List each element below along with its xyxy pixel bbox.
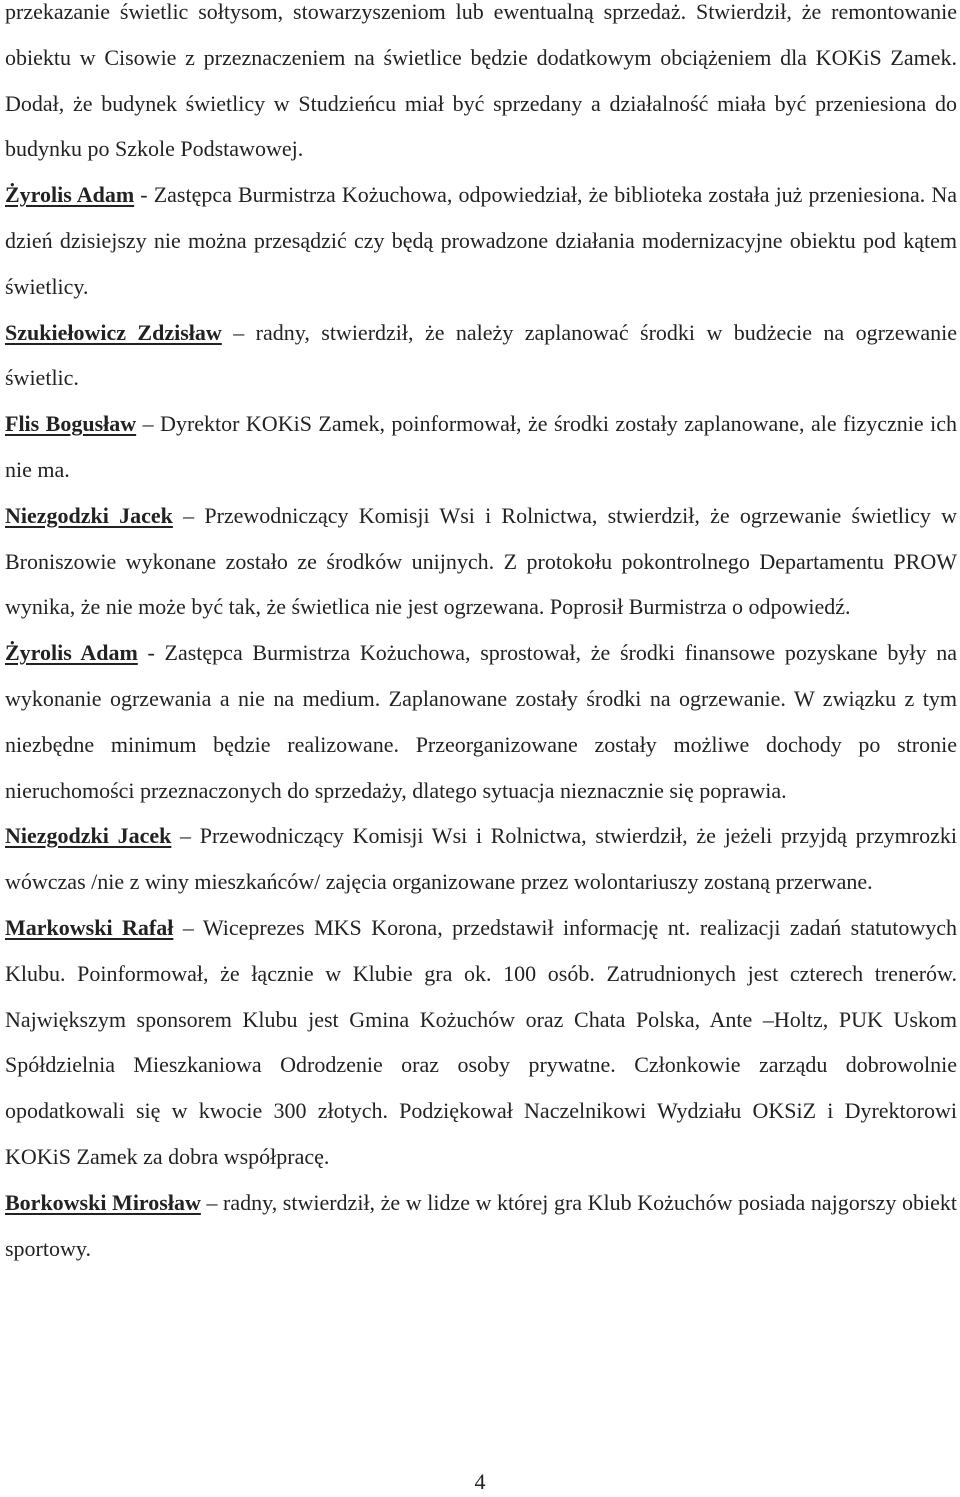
paragraph-text: – Dyrektor KOKiS Zamek, poinformował, że środki zostały zaplanowane, ale fizycznie ich nie ma. xyxy=(5,411,957,482)
paragraph-text: przekazanie świetlic sołtysom, stowarzyszeniom lub ewentualną sprzedaż. Stwierdził, że remontowanie obiektu w Cisowie z przeznaczeniem na świetlice będzie dodatkowym obciążeniem dla KOKiS Zamek. Dodał, że budynek świetlicy w Studzieńcu miał być sprzedany a działalność miała być przeniesiona do budynku po Szkole Podstawowej. xyxy=(5,0,957,162)
speaker-name: Żyrolis Adam xyxy=(5,640,138,666)
speaker-name: Szukiełowicz Zdzisław xyxy=(5,319,222,345)
speaker-name: Niezgodzki Jacek xyxy=(5,502,173,528)
paragraph xyxy=(5,0,957,172)
paragraph-text: – Przewodniczący Komisji Wsi i Rolnictwa, stwierdził, że ogrzewanie świetlicy w Broniszowie wykonane zostało ze środków unijnych. Z protokołu pokontrolnego Departamentu PROW wynika, że nie może być tak, że świetlica nie jest ogrzewana. Poprosił Burmistrza o odpowiedź. xyxy=(5,502,957,620)
paragraph xyxy=(5,905,957,1180)
paragraph-text: - Zastępca Burmistrza Kożuchowa, sprostował, że środki finansowe pozyskane były na wykonanie ogrzewania a nie na medium. Zaplanowane zostały środki na ogrzewanie. W związku z tym niezbędne minimum będzie realizowane. Przeorganizowane zostały możliwe dochody po stronie nieruchomości przeznaczonych do sprzedaży, dlatego sytuacja nieznacznie się poprawia. xyxy=(5,640,957,803)
speaker-name: Borkowski Mirosław xyxy=(5,1189,201,1215)
speaker-name: Markowski Rafał xyxy=(5,914,174,940)
speaker-name: Niezgodzki Jacek xyxy=(5,823,172,849)
paragraph xyxy=(5,401,957,493)
paragraph xyxy=(5,813,957,905)
speaker-name: Żyrolis Adam xyxy=(5,182,135,208)
paragraph xyxy=(5,1180,957,1272)
paragraph-text: – radny, stwierdził, że należy zaplanować środki w budżecie na ogrzewanie świetlic. xyxy=(5,319,957,391)
speaker-name: Flis Bogusław xyxy=(5,411,137,437)
page-number: 4 xyxy=(474,1469,486,1494)
paragraph xyxy=(5,630,957,813)
document-body xyxy=(5,0,957,1271)
paragraph-text: – radny, stwierdził, że w lidze w której gra Klub Kożuchów posiada najgorszy obiekt sportowy. xyxy=(5,1189,957,1261)
paragraph-text: - Zastępca Burmistrza Kożuchowa, odpowiedział, że biblioteka została już przeniesiona. Na dzień dzisiejszy nie można przesądzić czy będą prowadzone działania modernizacyjne obiektu pod kątem świetlicy. xyxy=(5,182,957,299)
paragraph xyxy=(5,310,957,402)
paragraph xyxy=(5,493,957,630)
paragraph-text: – Przewodniczący Komisji Wsi i Rolnictwa, stwierdził, że jeżeli przyjdą przymrozki wówczas /nie z winy mieszkańców/ zajęcia organizowane przez wolontariuszy zostaną przerwane. xyxy=(5,823,957,895)
paragraph xyxy=(5,172,957,309)
paragraph-text: – Wiceprezes MKS Korona, przedstawił informację nt. realizacji zadań statutowych Klubu. Poinformował, że łącznie w Klubie gra ok. 100 osób. Zatrudnionych jest czterech trenerów. Największym sponsorem Klubu jest Gmina Kożuchów oraz Chata Polska, Ante –Holtz, PUK Uskom Spółdzielnia Mieszkaniowa Odrodzenie oraz osoby prywatne. Członkowie zarządu dobrowolnie opodatkowali się w kwocie 300 złotych. Podziękował Naczelnikowi Wydziału OKSiZ i Dyrektorowi KOKiS Zamek za dobra współpracę. xyxy=(5,914,958,1169)
